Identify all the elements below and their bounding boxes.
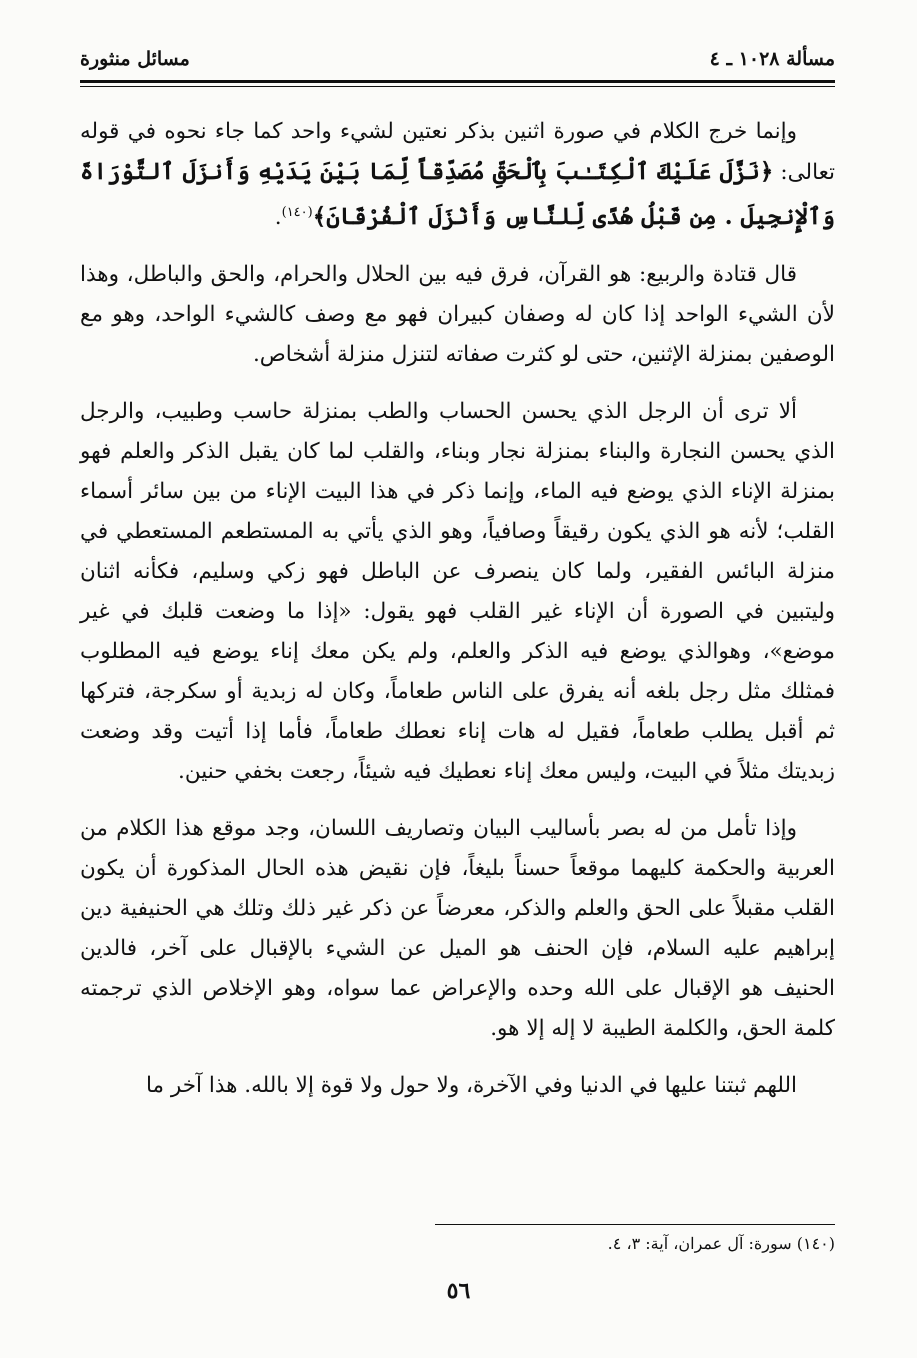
quran-verse: ﴿نَزَّلَ عَلَيْكَ ٱلْكِتَـٰبَ بِٱلْحَقِّ مُصَدِّقاً لِّمَا بَيْنَ يَدَيْهِ وَأَنزَلَ ٱلتَّوْرَاةَ وَٱلْإِنجِيلَ . مِن قَبْلُ هُدًى لِّلنَّاسِ وَأَنْزَلَ ٱلْفُرْقَانَ﴾ xyxy=(80,158,835,231)
header-rule-thick xyxy=(80,80,835,83)
paragraph-2: قال قتادة والربيع: هو القرآن، فرق فيه بين الحلال والحرام، والحق والباطل، وهذا لأن الشيء الواحد إذا كان له وصفان كبيران فهو مع وصف كالشيء الواحد، وهو مع الوصفين بمنزلة الإثنين، حتى لو كثرت صفاته لتنزل منزلة أشخاص. xyxy=(80,262,835,368)
header-rule-thin xyxy=(80,86,835,87)
footnote-divider xyxy=(435,1224,835,1225)
footnote-reference[interactable]: (١٤٠) xyxy=(281,205,313,220)
paragraph-1 xyxy=(80,112,835,238)
footnote: (١٤٠) سورة: آل عمران، آية: ٣، ٤. xyxy=(607,1234,835,1253)
paragraph-5: اللهم ثبتنا عليها في الدنيا وفي الآخرة، ولا حول ولا قوة إلا بالله. هذا آخر ما xyxy=(145,1073,797,1099)
paragraph-3: ألا ترى أن الرجل الذي يحسن الحساب والطب بمنزلة حاسب وطبيب، والرجل الذي يحسن النجارة والبناء بمنزلة نجار وبناء، والقلب لما كان يقبل الذكر والعلم فهو بمنزلة الإناء الذي يوضع فيه الماء، وإنما ذكر في هذا البيت الإناء من بين سائر أسماء القلب؛ لأنه هو الذي يكون رقيقاً وصافياً، وهو الذي يأتي به المستطعم المستعطي في منزلة البائس الفقير، ولما كان ينصرف عن الباطل فهو زكي وسليم، فكأنه اثنان وليتبين في الصورة أن الإناء غير القلب فهو يقول: «إذا ما وضعت قلبك في غير موضع»، وهوالذي يوضع فيه الذكر والعلم، ولم يكن معك إناء يوضع فيه المطلوب فمثلك مثل رجل بلغه أنه يفرق على الناس طعاماً، وكان له زبدية أو سكرجة، فتركها ثم أقبل يطلب طعاماً، فقيل له هات إناء نعطك طعاماً، فأما إذا أتيت وقد وضعت زبديتك مثلاً في البيت، وليس معك إناء نعطيك فيه شيئاً، رجعت بخفي حنين. xyxy=(80,399,835,785)
page-number: ٥٦ xyxy=(446,1278,471,1304)
running-header xyxy=(80,42,835,76)
paragraph-1-end: . xyxy=(274,205,282,231)
paragraph-1-text: وإنما خرج الكلام في صورة اثنين بذكر نعتين لشيء واحد كما جاء نحوه في قوله تعالى: xyxy=(80,119,835,185)
book-title: مسائل منثورة xyxy=(80,48,190,70)
main-text xyxy=(80,112,835,1123)
issue-number: مسألة ١٠٢٨ ـ ٤ xyxy=(709,48,835,70)
paragraph-4: وإذا تأمل من له بصر بأساليب البيان وتصاريف اللسان، وجد موقع هذا الكلام من العربية والحكمة كليهما موقعاً حسناً بليغاً، فإن نقيض هذه الحال المذكورة أن يكون القلب مقبلاً على الحق والعلم والذكر، معرضاً عن ذكر غير ذلك وتلك هي الحنيفية دين إبراهيم عليه السلام، فإن الحنف هو الميل عن الشيء بالإقبال على آخر، فالدين الحنيف هو الإقبال على الله وحده والإعراض عما سواه، وهو الإخلاص الذي ترجمته كلمة الحق، والكلمة الطيبة لا إله إلا هو. xyxy=(80,816,835,1042)
